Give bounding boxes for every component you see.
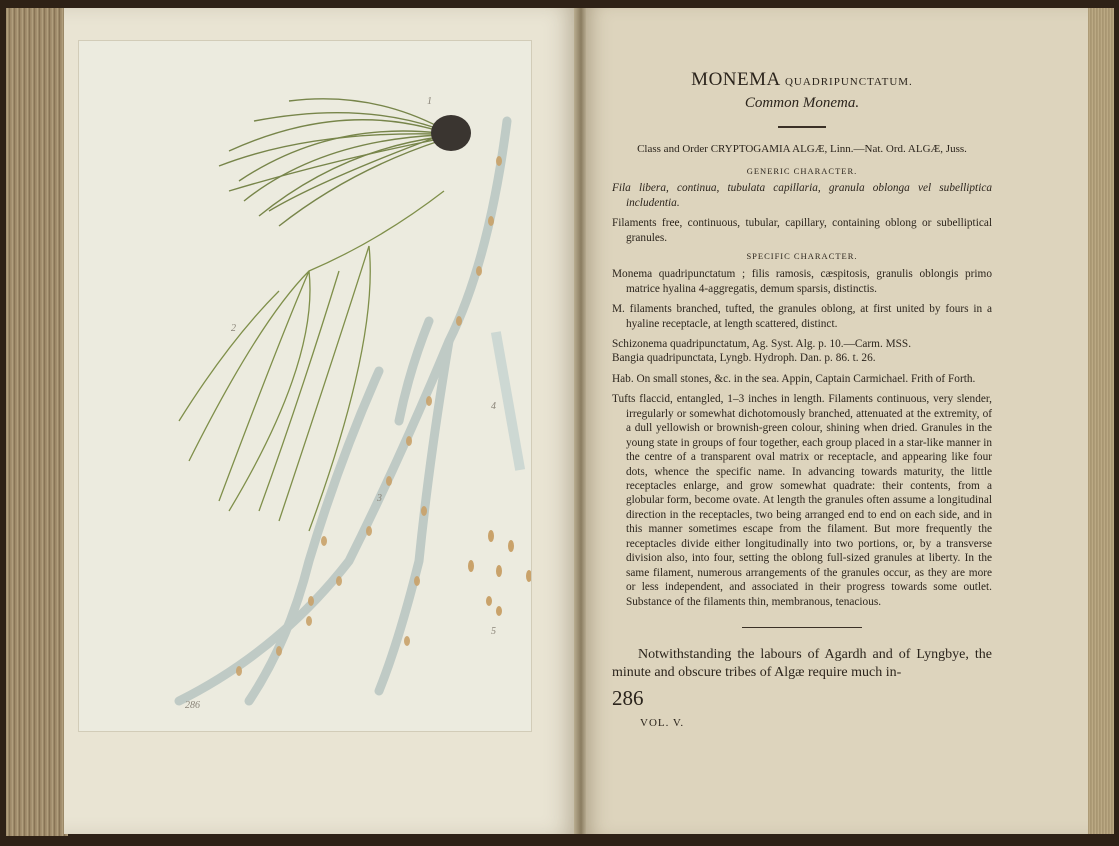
common-name: Common Monema. (744, 95, 860, 112)
synonym-bangia: Bangia quadripunctata, Lyngb. Hydroph. Dan. p. 86. t. 26. (612, 352, 876, 365)
figure-label-2: 2 (231, 323, 236, 334)
figure-label-3: 3 (377, 493, 382, 504)
genus-name: MONEMA (691, 69, 780, 90)
page-number: 286 (612, 686, 644, 711)
right-page-edges (1088, 8, 1114, 834)
left-page-edges (6, 8, 68, 836)
loose-granules-figure (468, 530, 531, 616)
tuft-figure (219, 99, 439, 226)
classification-line: Class and Order CRYPTOGAMIA ALGÆ, Linn.—Nat. Ord. ALGÆ, Juss. (637, 142, 967, 155)
specific-heading: SPECIFIC CHARACTER. (746, 251, 858, 262)
figure-label-4: 4 (491, 401, 496, 412)
synonym-schizonema: Schizonema quadripunctatum, Ag. Syst. Alg. p. 10.—Carm. MSS. (612, 337, 912, 350)
figure-label-5: 5 (491, 626, 496, 637)
specific-english: M. filaments branched, tufted, the granules oblong, at first united by fours in a hyaline receptacle, at length scattered, distinct. (612, 303, 992, 330)
generic-english: Filaments free, continuous, tubular, capillary, containing oblong or subelliptical granules. (612, 217, 992, 244)
generic-heading: GENERIC CHARACTER. (746, 165, 858, 176)
title-rule (778, 126, 826, 128)
habitat: Hab. On small stones, &c. in the sea. Appin, Captain Carmichael. Frith of Forth. (612, 372, 976, 385)
text-column (612, 68, 992, 730)
botanical-plate (78, 40, 532, 732)
alga-illustration (79, 41, 531, 731)
volume-label: VOL. V. (640, 716, 685, 729)
specific-latin: Monema quadripunctatum ; filis ramosis, cæspitosis, granulis oblongis primo matrice hyalina 4-aggregatis, demum sparsis, distinctis. (612, 268, 992, 295)
branched-filaments-figure (179, 191, 444, 531)
single-filament-figure (491, 331, 525, 471)
section-rule (742, 627, 862, 628)
granules (236, 156, 502, 676)
species-name: QUADRIPUNCTATUM. (784, 76, 913, 88)
figure-label-1: 1 (427, 96, 432, 107)
species-title (612, 68, 992, 92)
closing-paragraph: Notwithstanding the labours of Agardh and of Lyngbye, the minute and obscure tribes of Algæ require much in- (612, 647, 992, 680)
description: Tufts flaccid, entangled, 1–3 inches in length. Filaments continuous, very slender, irregularly or somewhat dichotomously branched, attenuated at the extremity, of a dull yellowish or brownish-green colour, shining when dried. Granules in the young state in groups of four together, each group placed in a star-like manner in the centre of a transparent oval matrix or receptacle, and appearing like four dots, whence the specific name. In advancing towards maturity, the little receptacles enlarge, and grow somewhat quadrate: their contents, from a globular form, become ovate. At length the granules often assume a longitudinal direction in the receptacles, two being arranged end to end on each side, and in this manner sometimes escape from the filament. But more frequently the receptacles divide either longitudinally into two portions, or, by a transverse division also, into four, setting the oblong full-sized granules at liberty. In the same filament, numerous arrangements of the granules occur, as they are more or less independent, and associated in their progress towards some outlet. Substance of the filaments thin, membranous, tenacious. (612, 393, 992, 608)
generic-latin: Fila libera, continua, tubulata capillaria, granula oblonga vel subelliptica includentia. (612, 182, 992, 209)
stone (431, 115, 471, 151)
plate-number: 286 (185, 700, 200, 711)
tubular-filaments-figure (179, 121, 507, 701)
